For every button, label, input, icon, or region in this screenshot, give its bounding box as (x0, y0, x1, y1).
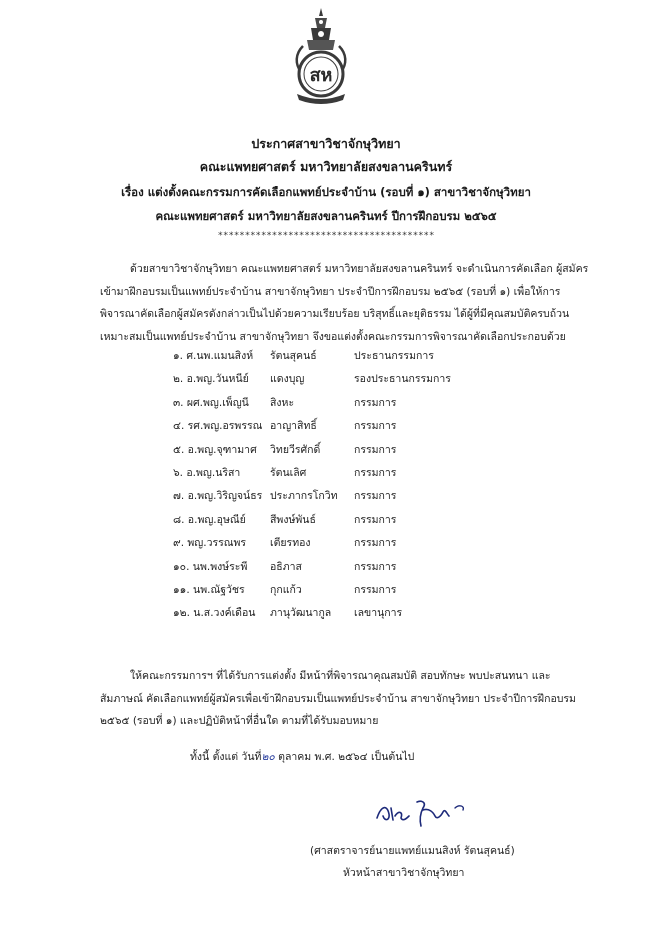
member-role: กรรมการ (354, 420, 397, 433)
effective-rest: ตุลาคม พ.ศ. ๒๕๖๔ เป็นต้นไป (274, 751, 415, 763)
effective-prefix: ทั้งนี้ ตั้งแต่ วันที่ (190, 751, 262, 763)
member-surname: อาญาสิทธิ์ (270, 420, 317, 433)
intro-line: เหมาะสมเป็นแพทย์ประจำบ้าน สาขาจักษุวิทยา จึงขอแต่งตั้งคณะกรรมการพิจารณาคัดเลือกประกอบด้วย (100, 330, 566, 343)
effective-date (190, 748, 414, 765)
announcement-title: ประกาศสาขาวิชาจักษุวิทยา (251, 136, 401, 151)
member-name: ๑๑. นพ.ณัฐวัชร (173, 583, 245, 596)
member-role: กรรมการ (354, 443, 397, 456)
separator-stars: **************************************** (217, 231, 435, 241)
member-role: กรรมการ (354, 396, 397, 409)
committee-member-row (173, 394, 533, 417)
member-surname: สิงหะ (270, 396, 295, 409)
member-name: ๗. อ.พญ.วิริญจน์ธร (173, 490, 263, 503)
intro-paragraph (100, 258, 600, 348)
member-surname: ประภากรโกวิท (270, 490, 338, 503)
member-role: กรรมการ (354, 583, 397, 596)
handwritten-signature (373, 796, 473, 830)
member-name: ๖. อ.พญ.นริสา (173, 466, 241, 479)
member-name: ๒. อ.พญ.วันหนีย์ (173, 373, 249, 386)
university-seal-logo (289, 6, 353, 106)
member-name: ๘. อ.พญ.อุษณีย์ (173, 513, 246, 526)
committee-member-row (173, 487, 533, 510)
member-role: เลขานุการ (354, 607, 403, 620)
member-name: ๑๒. น.ส.วงค์เดือน (173, 607, 256, 620)
intro-line: ด้วยสาขาวิชาจักษุวิทยา คณะแพทยศาสตร์ มหาวิทยาลัยสงขลานครินทร์ จะดำเนินการคัดเลือก ผู้สมัคร (130, 263, 589, 275)
committee-member-row (173, 464, 533, 487)
committee-member-row (173, 417, 533, 440)
signer-name: (ศาสตราจารย์นายแพทย์แมนสิงห์ รัตนสุคนธ์) (310, 845, 515, 857)
member-surname: เตียรทอง (270, 537, 311, 550)
committee-member-row (173, 581, 533, 604)
member-role: ประธานกรรมการ (354, 350, 434, 362)
intro-line: เข้ามาฝึกอบรมเป็นแพทย์ประจำบ้าน สาขาจักษุวิทยา ประจำปีการฝึกอบรม ๒๕๖๕ (รอบที่ ๑) เพื่อให้การ (100, 285, 561, 298)
committee-member-row (173, 604, 533, 627)
member-surname: วิทยวีรศักดิ์ (270, 443, 321, 456)
member-surname: อธิภาส (270, 560, 302, 573)
member-role: กรรมการ (354, 537, 397, 550)
member-name: ๔. รศ.พญ.อรพรรณ (173, 420, 263, 433)
intro-line: พิจารณาคัดเลือกผู้สมัครดังกล่าวเป็นไปด้วยความเรียบร้อย บริสุทธิ์และยุติธรรม ได้ผู้ที่มีคุณสมบัติครบถ้วน (100, 308, 570, 320)
svg-text:สห: สห (309, 65, 333, 86)
member-name: ๑๐. นพ.พงษ์ระพี (173, 560, 248, 573)
duties-line: ๒๕๖๕ (รอบที่ ๑) และปฏิบัติหน้าที่อื่นใด ตามที่ได้รับมอบหมาย (100, 715, 379, 727)
member-name: ๕. อ.พญ.จุฑามาศ (173, 443, 257, 456)
duties-paragraph (100, 665, 600, 733)
committee-member-row (173, 347, 533, 370)
subject-line-2: คณะแพทยศาสตร์ มหาวิทยาลัยสงขลานครินทร์ ปีการฝึกอบรม ๒๕๖๕ (155, 209, 497, 223)
member-name: ๑. ศ.นพ.แมนสิงห์ (173, 350, 254, 362)
member-surname: แดงบุญ (270, 373, 305, 386)
committee-member-row (173, 558, 533, 581)
duties-line: สัมภาษณ์ คัดเลือกแพทย์ผู้สมัครเพื่อเข้าฝึกอบรมเป็นแพทย์ประจำบ้าน สาขาจักษุวิทยา ประจำปีการฝึกอบรม (100, 692, 576, 705)
member-role: กรรมการ (354, 560, 397, 573)
member-surname: สีพงษ์พันธ์ (270, 513, 316, 526)
member-role: กรรมการ (354, 490, 397, 503)
member-name: ๙. พญ.วรรณพร (173, 537, 247, 550)
member-name: ๓. ผศ.พญ.เพ็ญนี (173, 396, 249, 409)
committee-member-row (173, 441, 533, 464)
member-surname: รัตนเลิศ (270, 466, 307, 479)
committee-member-row (173, 511, 533, 534)
committee-list (173, 347, 533, 628)
committee-member-row (173, 534, 533, 557)
duties-line: ให้คณะกรรมการฯ ที่ได้รับการแต่งตั้ง มีหน้าที่พิจารณาคุณสมบัติ สอบทักษะ พบปะสนทนา และ (130, 670, 551, 682)
member-role: รองประธานกรรมการ (354, 373, 451, 386)
member-surname: ภานุวัฒนากูล (270, 607, 332, 620)
effective-day-handwritten: ๒๐ (261, 751, 275, 763)
member-surname: รัตนสุคนธ์ (270, 350, 317, 362)
signer-position: หัวหน้าสาขาวิชาจักษุวิทยา (343, 867, 465, 879)
member-surname: กุกแก้ว (270, 583, 302, 596)
committee-member-row (173, 370, 533, 393)
subject-line: เรื่อง แต่งตั้งคณะกรรมการคัดเลือกแพทย์ประจำบ้าน (รอบที่ ๑) สาขาวิชาจักษุวิทยา (121, 185, 531, 199)
member-role: กรรมการ (354, 466, 397, 479)
member-role: กรรมการ (354, 513, 397, 526)
faculty-title: คณะแพทยศาสตร์ มหาวิทยาลัยสงขลานครินทร์ (199, 159, 453, 174)
